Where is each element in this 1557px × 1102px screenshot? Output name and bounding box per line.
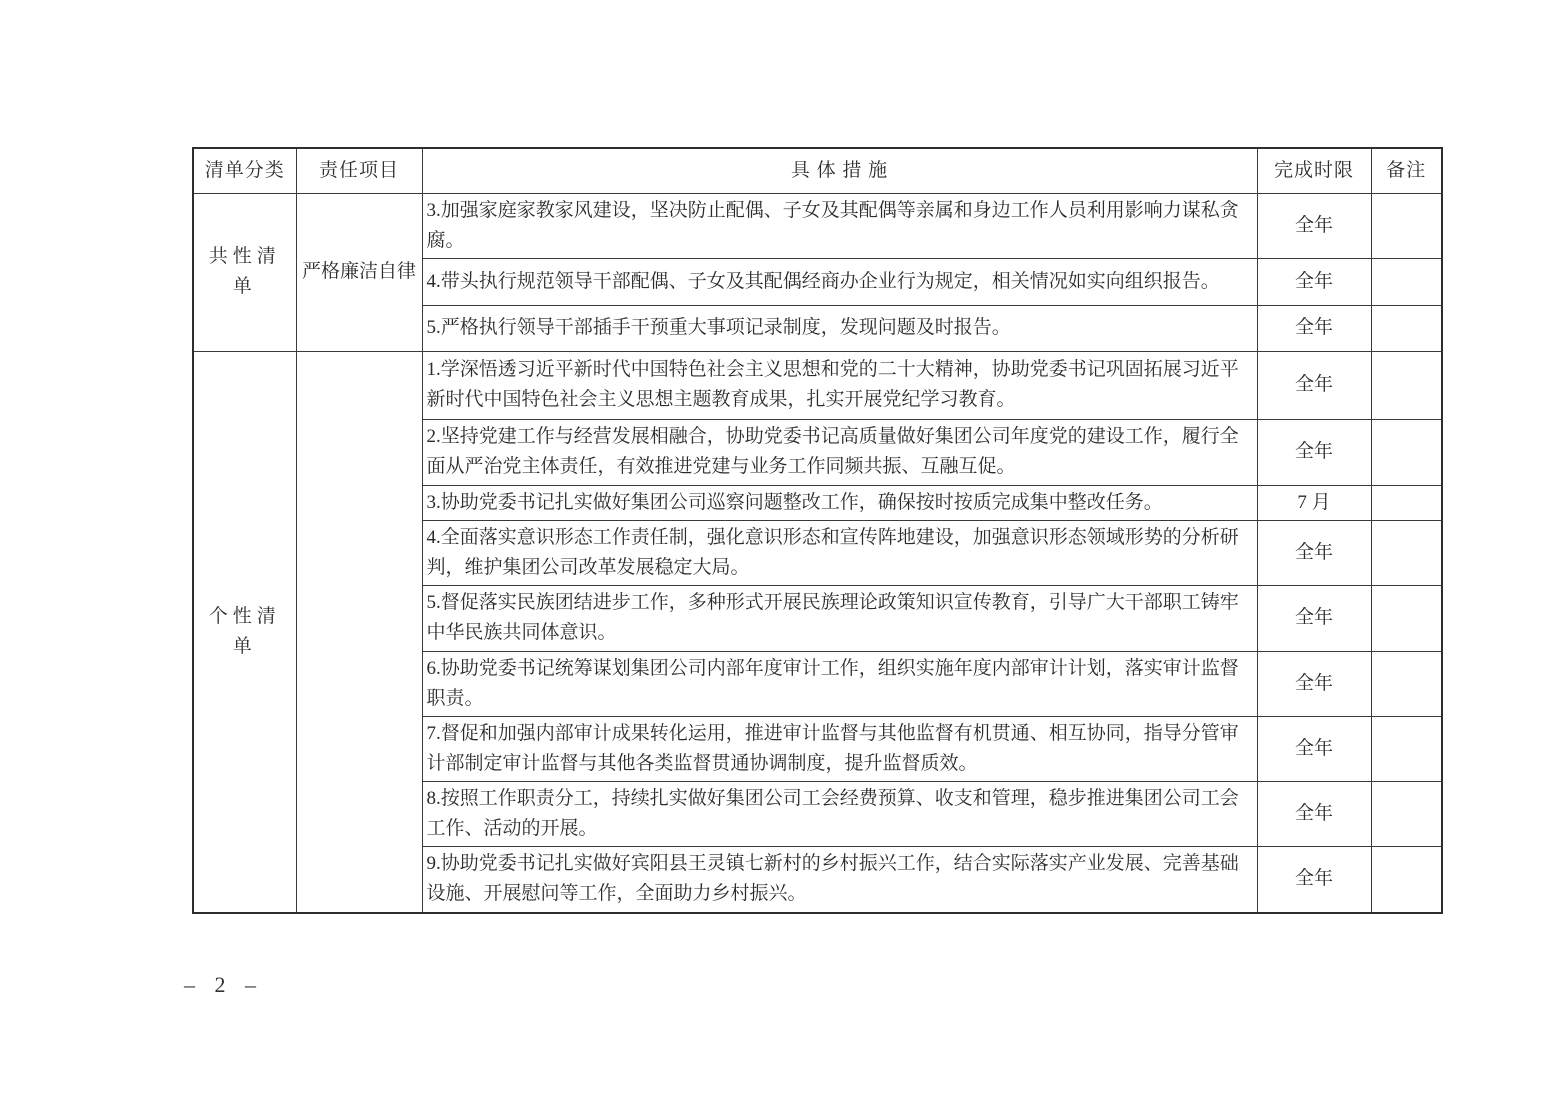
remark-cell [1371, 781, 1442, 846]
deadline-cell: 全年 [1257, 305, 1371, 351]
measure-cell: 5.督促落实民族团结进步工作，多种形式开展民族理论政策知识宣传教育，引导广大干部职工铸牢中华民族共同体意识。 [422, 585, 1257, 651]
measure-cell: 4.带头执行规范领导干部配偶、子女及其配偶经商办企业行为规定，相关情况如实向组织报告。 [422, 258, 1257, 305]
remark-cell [1371, 651, 1442, 716]
table-row [193, 351, 1442, 419]
deadline-cell: 全年 [1257, 520, 1371, 585]
project-cell: 严格廉洁自律 [296, 193, 422, 351]
measure-cell: 4.全面落实意识形态工作责任制，强化意识形态和宣传阵地建设，加强意识形态领域形势的分析研判，维护集团公司改革发展稳定大局。 [422, 520, 1257, 585]
remark-cell [1371, 351, 1442, 419]
remark-cell [1371, 258, 1442, 305]
remark-cell [1371, 485, 1442, 520]
remark-cell [1371, 193, 1442, 258]
measure-cell: 2.坚持党建工作与经营发展相融合，协助党委书记高质量做好集团公司年度党的建设工作，履行全面从严治党主体责任，有效推进党建与业务工作同频共振、互融互促。 [422, 419, 1257, 485]
remark-cell [1371, 585, 1442, 651]
header-deadline: 完成时限 [1257, 148, 1371, 193]
page-number: – 2 – [184, 972, 258, 997]
measure-cell: 8.按照工作职责分工，持续扎实做好集团公司工会经费预算、收支和管理，稳步推进集团公司工会工作、活动的开展。 [422, 781, 1257, 846]
measure-cell: 5.严格执行领导干部插手干预重大事项记录制度，发现问题及时报告。 [422, 305, 1257, 351]
measure-cell: 7.督促和加强内部审计成果转化运用，推进审计监督与其他监督有机贯通、相互协同，指导分管审计部制定审计监督与其他各类监督贯通协调制度，提升监督质效。 [422, 716, 1257, 781]
measure-cell: 3.加强家庭家教家风建设，坚决防止配偶、子女及其配偶等亲属和身边工作人员利用影响力谋私贪腐。 [422, 193, 1257, 258]
measure-cell: 9.协助党委书记扎实做好宾阳县王灵镇七新村的乡村振兴工作，结合实际落实产业发展、完善基础设施、开展慰问等工作，全面助力乡村振兴。 [422, 846, 1257, 913]
deadline-cell: 全年 [1257, 351, 1371, 419]
deadline-cell: 全年 [1257, 781, 1371, 846]
header-category: 清单分类 [193, 148, 296, 193]
remark-cell [1371, 520, 1442, 585]
header-measures: 具 体 措 施 [422, 148, 1257, 193]
header-project: 责任项目 [296, 148, 422, 193]
responsibility-list-table [192, 147, 1443, 914]
deadline-cell: 全年 [1257, 716, 1371, 781]
remark-cell [1371, 305, 1442, 351]
deadline-cell: 全年 [1257, 585, 1371, 651]
deadline-cell: 7 月 [1257, 485, 1371, 520]
measure-cell: 3.协助党委书记扎实做好集团公司巡察问题整改工作，确保按时按质完成集中整改任务。 [422, 485, 1257, 520]
measure-cell: 1.学深悟透习近平新时代中国特色社会主义思想和党的二十大精神，协助党委书记巩固拓展习近平新时代中国特色社会主义思想主题教育成果，扎实开展党纪学习教育。 [422, 351, 1257, 419]
deadline-cell: 全年 [1257, 846, 1371, 913]
project-cell [296, 351, 422, 913]
deadline-cell: 全年 [1257, 258, 1371, 305]
category-cell: 个性清单 [193, 351, 296, 913]
remark-cell [1371, 716, 1442, 781]
category-cell: 共性清单 [193, 193, 296, 351]
header-remark: 备注 [1371, 148, 1442, 193]
deadline-cell: 全年 [1257, 651, 1371, 716]
remark-cell [1371, 846, 1442, 913]
measure-cell: 6.协助党委书记统筹谋划集团公司内部年度审计工作，组织实施年度内部审计计划，落实审计监督职责。 [422, 651, 1257, 716]
table-row [193, 193, 1442, 258]
remark-cell [1371, 419, 1442, 485]
deadline-cell: 全年 [1257, 419, 1371, 485]
table-header-row [193, 148, 1442, 193]
deadline-cell: 全年 [1257, 193, 1371, 258]
